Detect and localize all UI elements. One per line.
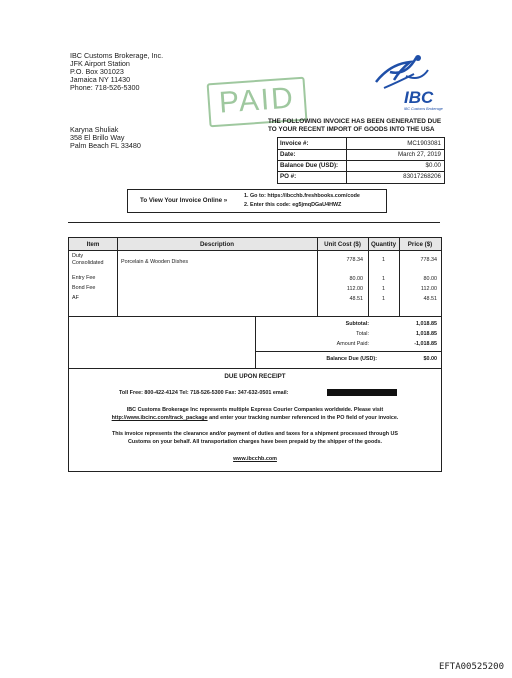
logo-subtext: IBC Customs Brokerage [404, 107, 443, 111]
company-line1: JFK Airport Station [70, 59, 130, 68]
balance-due-total-value: $0.00 [423, 356, 437, 362]
balance-due-label: Balance Due (USD): [280, 162, 339, 169]
subtotal-value: 1,018.85 [416, 321, 437, 327]
row-quantity: 1 [382, 276, 385, 282]
balance-due-total-label: Balance Due (USD): [326, 356, 377, 362]
subtotal-label: Subtotal: [345, 321, 369, 327]
redacted-email [327, 389, 397, 396]
online-step2: 2. Enter this code: eg5jmqDGaU4HWZ [244, 202, 342, 208]
courier-paragraph-tail: and enter your tracking number referenced in the PO field of your invoice. [207, 415, 399, 421]
header-price: Price ($) [407, 241, 433, 248]
clearance-paragraph-line2: Customs on your behalf. All transportation charges have been prepaid by the shipper of the goods. [127, 439, 383, 445]
row-unit-cost: 80.00 [349, 276, 363, 282]
row-price: 778.34 [420, 257, 437, 263]
balance-due-value: $0.00 [425, 162, 441, 169]
row-quantity: 1 [382, 296, 385, 302]
header-quantity: Quantity [370, 241, 397, 248]
clearance-paragraph-line1: This invoice represents the clearance and/or payment of duties and taxes for a shipment processed through US [111, 431, 399, 437]
bill-to-address [70, 126, 141, 150]
footer-box [68, 367, 442, 472]
row-price: 112.00 [420, 286, 437, 292]
bill-to-street: 358 El Brillo Way [70, 133, 125, 142]
due-upon-receipt: DUE UPON RECEIPT [224, 373, 286, 380]
invoice-number-label: Invoice #: [280, 140, 309, 147]
view-online-box [127, 189, 387, 213]
invoice-info-box [277, 137, 445, 184]
section-divider [68, 222, 440, 223]
row-quantity: 1 [382, 257, 385, 263]
row-quantity: 1 [382, 286, 385, 292]
company-name: IBC Customs Brokerage, Inc. [70, 51, 164, 60]
row-description: Porcelain & Wooden Dishes [121, 259, 189, 265]
courier-paragraph-line1: IBC Customs Brokerage Inc represents multiple Express Courier Companies worldwide. Please visit [126, 407, 384, 413]
amount-paid-value: -1,018.85 [414, 341, 437, 347]
row-item: AF [72, 295, 79, 301]
logo-wordmark: IBC [404, 88, 434, 107]
view-online-label: To View Your Invoice Online » [140, 197, 228, 204]
po-number-label: PO #: [280, 173, 297, 180]
online-step1: 1. Go to: https://ibcchb.freshbooks.com/code [244, 193, 360, 199]
row-unit-cost: 112.00 [346, 286, 363, 292]
row-item: Duty Consolidated [72, 253, 104, 266]
row-price: 48.51 [423, 296, 437, 302]
total-label: Total: [356, 331, 369, 337]
company-address [70, 52, 163, 92]
import-notice [268, 118, 441, 134]
header-item: Item [86, 241, 100, 248]
po-number-value: 83017268206 [403, 173, 441, 180]
contact-line: Toll Free: 800-422-4124 Tel: 718-526-5300 Fax: 347-632-0501 email: [119, 390, 289, 396]
company-line3: Jamaica NY 11430 [70, 75, 131, 84]
amount-paid-label: Amount Paid: [336, 341, 369, 347]
row-price: 80.00 [423, 276, 437, 282]
bill-to-name: Karyna Shuliak [70, 125, 119, 134]
header-unit-cost: Unit Cost ($) [324, 241, 361, 248]
invoice-number-value: MC1903081 [407, 140, 441, 147]
total-value: 1,018.85 [416, 331, 437, 337]
notice-line2: TO YOUR RECENT IMPORT OF GOODS INTO THE USA [268, 126, 435, 133]
website-link[interactable]: www.ibcchb.com [233, 456, 277, 462]
notice-line1: THE FOLLOWING INVOICE HAS BEEN GENERATED DUE [268, 118, 442, 125]
paid-stamp: PAID [207, 77, 308, 128]
ibc-logo [370, 52, 450, 114]
company-line2: P.O. Box 301023 [70, 67, 124, 76]
row-unit-cost: 48.51 [349, 296, 363, 302]
invoice-date-value: March 27, 2019 [398, 151, 441, 158]
line-items-table [68, 237, 442, 369]
company-phone: Phone: 718-526-5300 [70, 83, 140, 92]
bill-to-city: Palm Beach FL 33480 [70, 141, 141, 150]
invoice-date-label: Date: [280, 151, 296, 158]
header-description: Description [199, 241, 235, 248]
row-unit-cost: 778.34 [346, 257, 363, 263]
row-item: Entry Fee [72, 275, 96, 281]
courier-paragraph-line2 [69, 415, 441, 421]
row-item: Bond Fee [72, 285, 96, 291]
document-id: EFTA00525200 [438, 662, 504, 672]
track-package-link[interactable]: http://www.ibcinc.com/track_package [111, 415, 208, 421]
